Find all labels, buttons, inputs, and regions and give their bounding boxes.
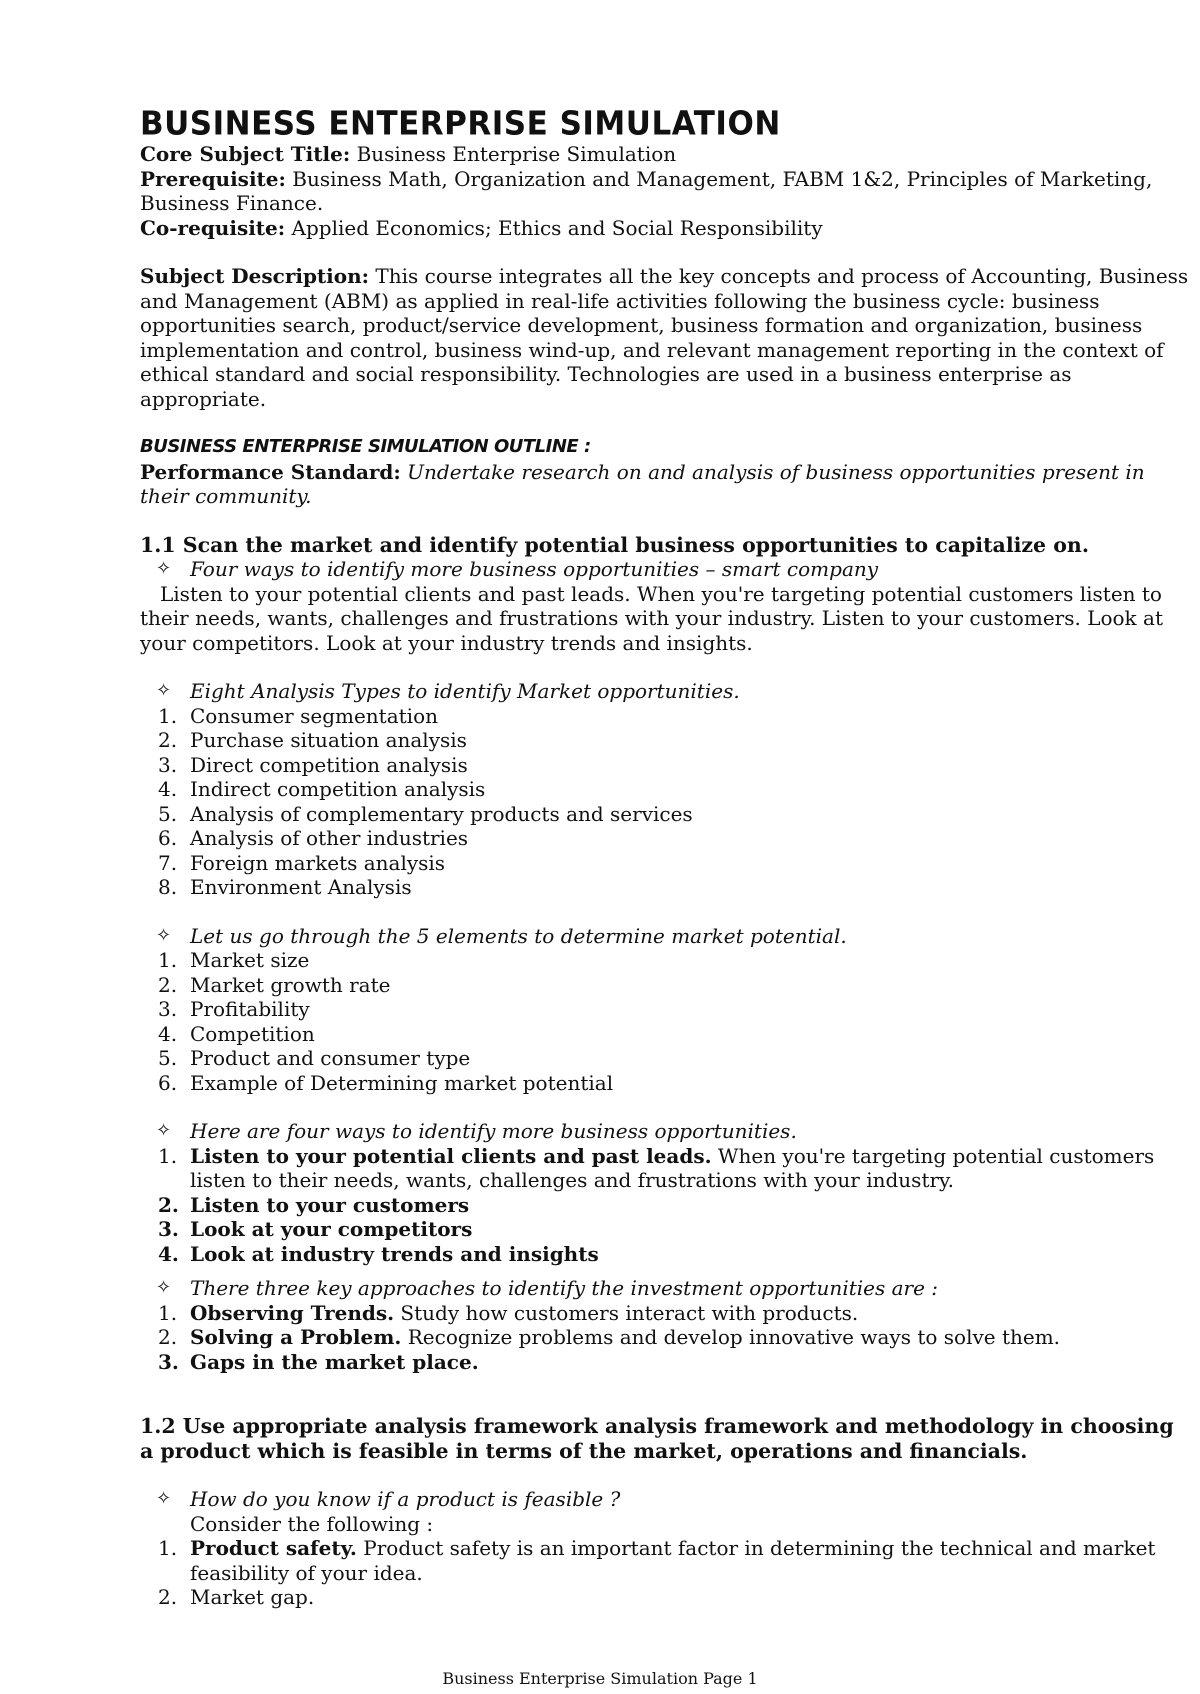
section-1-2-heading: 1.2 Use appropriate analysis framework analysis framework and methodology in choosing a product which is feasible in terms of the market, operations and financials. (140, 1414, 1174, 1463)
bullet-item (156, 1119, 1190, 1144)
paragraph: Listen to your potential clients and past leads. When you're targeting potential customers listen to their needs, wants, challenges and frustrations with your industry. Listen to your customers. Look at your competitors. Look at your industry trends and insights. (140, 581, 1163, 655)
four-ways-list (140, 1144, 1190, 1267)
document-page (140, 106, 1190, 1610)
list-item: 3. Direct competition analysis (158, 752, 468, 777)
prerequisite-label: Prerequisite: (140, 166, 286, 191)
subject-description-label: Subject Description: (140, 264, 370, 288)
star-bullet-icon: ✧ (156, 1277, 172, 1298)
list-item: 1. Consumer segmentation (158, 703, 438, 728)
star-bullet-icon: ✧ (156, 1488, 172, 1509)
bullet-text: There three key approaches to identify the investment opportunities are : (190, 1276, 939, 1300)
performance-standard-text: Undertake research on and analysis of business opportunities present in their community. (140, 459, 1145, 508)
list-item: 6. Analysis of other industries (158, 826, 469, 850)
subject-description (140, 264, 1190, 411)
consider-text: Consider the following : (190, 1511, 434, 1536)
list-item: 1. Product safety. Product safety is an important factor in determining the technical and market feasibility of your idea. (158, 1536, 1156, 1585)
core-subject-value: Business Enterprise Simulation (350, 142, 677, 166)
list-item: 2. Market gap. (158, 1585, 315, 1609)
list-item: 2. Market growth rate (158, 972, 391, 997)
list-item: 3. Look at your competitors (158, 1217, 473, 1241)
feasibility-list (140, 1536, 1190, 1610)
page-footer: Business Enterprise Simulation Page 1 (442, 1669, 758, 1688)
bullet-text: How do you know if a product is feasible ? (190, 1487, 621, 1511)
list-item: 6. Example of Determining market potential (158, 1070, 614, 1095)
bullet-item (156, 924, 1190, 949)
star-bullet-icon: ✧ (156, 1120, 172, 1141)
list-item: 1. Listen to your potential clients and past leads. When you're targeting potential customers listen to their needs, wants, challenges and frustrations with your industry. (158, 1143, 1155, 1192)
bullet-item (156, 679, 1190, 704)
list-item: 3. Profitability (158, 997, 310, 1021)
list-item: 1. Market size (158, 948, 310, 972)
list-item: 5. Analysis of complementary products and services (158, 801, 693, 826)
list-item: 2. Solving a Problem. Recognize problems and develop innovative ways to solve them. (158, 1325, 1061, 1349)
list-item: 4. Look at industry trends and insights (158, 1241, 599, 1266)
bullet-item (156, 557, 1190, 582)
bullet-text: Here are four ways to identify more business opportunities. (190, 1119, 797, 1143)
star-bullet-icon: ✧ (156, 558, 172, 579)
list-item: 4. Competition (158, 1021, 315, 1046)
performance-standard (140, 460, 1190, 509)
corequisite-label: Co-requisite: (140, 215, 286, 240)
star-bullet-icon: ✧ (156, 924, 172, 946)
outline-heading: BUSINESS ENTERPRISE SIMULATION OUTLINE : (140, 436, 591, 457)
corequisite-line (140, 216, 1190, 241)
bullet-item (156, 1487, 1190, 1512)
subject-description-text: This course integrates all the key concepts and process of Accounting, Business and Management (ABM) as applied in real-life activities following the business cycle: business opportunities search, product/service development, business formation and organization, business implementation and control, business wind-up, and relevant management reporting in the context of ethical standard and social responsibility. Technologies are used in a business enterprise as appropriate. (140, 264, 1189, 411)
bullet-text: Let us go through the 5 elements to determine market potential. (190, 923, 847, 948)
list-item: 3. Gaps in the market place. (158, 1349, 479, 1374)
corequisite-value: Applied Economics; Ethics and Social Responsibility (285, 215, 823, 240)
list-item: 1. Observing Trends. Study how customers interact with products. (158, 1300, 859, 1325)
star-bullet-icon: ✧ (156, 680, 172, 701)
core-subject-label: Core Subject Title: (140, 142, 351, 166)
performance-standard-label: Performance Standard: (140, 459, 401, 484)
bullet-item (156, 1276, 1190, 1301)
list-item: 8. Environment Analysis (158, 875, 412, 899)
bullet-text: Eight Analysis Types to identify Market opportunities. (190, 679, 740, 703)
prerequisite-value: Business Math, Organization and Management, FABM 1&2, Principles of Marketing, Business Finance. (140, 166, 1153, 215)
document-title: BUSINESS ENTERPRISE SIMULATION (140, 105, 781, 143)
list-item: 2. Listen to your customers (158, 1192, 470, 1217)
list-item: 2. Purchase situation analysis (158, 728, 467, 752)
section-1-1-heading: 1.1 Scan the market and identify potential business opportunities to capitalize on. (140, 532, 1089, 557)
list-item: 7. Foreign markets analysis (158, 850, 446, 875)
approaches-list (140, 1301, 1190, 1375)
prerequisite-line (140, 167, 1190, 216)
analysis-types-list (140, 704, 1190, 900)
bullet-text: Four ways to identify more business opportunities – smart company (190, 557, 879, 581)
core-subject-line (140, 142, 1190, 167)
list-item: 5. Product and consumer type (158, 1046, 471, 1070)
list-item: 4. Indirect competition analysis (158, 777, 486, 801)
market-potential-list (140, 948, 1190, 1095)
